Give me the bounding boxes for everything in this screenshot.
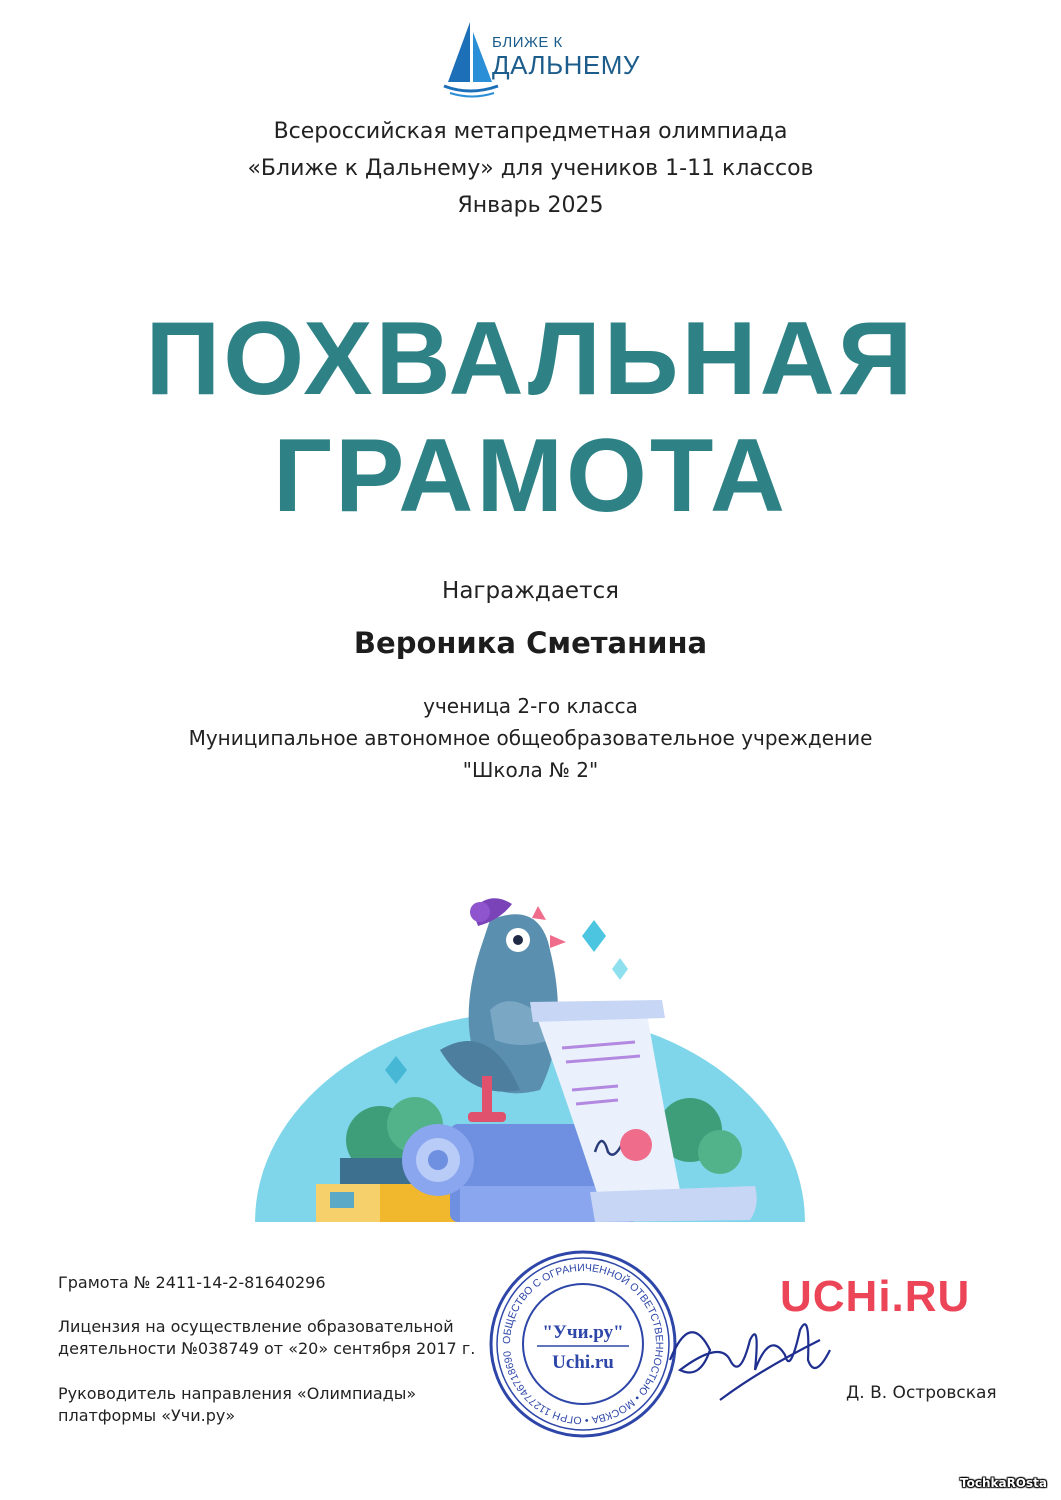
olympiad-date: Январь 2025 [457, 193, 604, 218]
institution-name: Муниципальное автономное общеобразовательное учреждение [188, 726, 873, 750]
official-stamp [487, 1248, 679, 1440]
stamp-center-bottom: Uchi.ru [552, 1352, 614, 1373]
recipient-name: Вероника Сметанина [353, 626, 708, 660]
svg-text:ОБЩЕСТВО С ОГРАНИЧЕННОЙ ОТВЕТС [501, 1262, 665, 1426]
uchi-ru-logo: UCHi.RU [780, 1272, 971, 1321]
olympiad-title: Всероссийская метапредметная олимпиада [273, 119, 788, 144]
license-line2: деятельности №038749 от «20» сентября 2017 г. [58, 1339, 476, 1358]
head-title-line2: платформы «Учи.ру» [58, 1406, 236, 1425]
stamp-ring-text: ОБЩЕСТВО С ОГРАНИЧЕННОЙ ОТВЕТСТВЕННОСТЬЮ • МОСКВА • ОГРН 1127746718690 [500, 1261, 666, 1427]
certificate-number: Грамота № 2411-14-2-81640296 [58, 1273, 326, 1292]
signer-name: Д. В. Островская [846, 1383, 997, 1403]
awarded-label: Награждается [442, 578, 619, 604]
logo-line1: БЛИЖЕ К [492, 34, 563, 51]
recipient-grade: ученица 2-го класса [423, 694, 638, 718]
license-line1: Лицензия на осуществление образовательной [58, 1317, 454, 1336]
head-title-line1: Руководитель направления «Олимпиады» [58, 1384, 417, 1403]
olympiad-subtitle: «Ближе к Дальнему» для учеников 1-11 классов [247, 156, 814, 181]
logo [440, 18, 640, 102]
pigeon-scroll-illustration [250, 890, 810, 1225]
sailboat-icon [440, 18, 500, 102]
certificate-title-line1: ПОХВАЛЬНАЯ [145, 301, 916, 417]
school-name: "Школа № 2" [462, 758, 599, 782]
stamp-center-top: "Учи.ру" [542, 1322, 624, 1343]
watermark: TochkaROsta [960, 1476, 1047, 1490]
certificate-title-line2: ГРАМОТА [273, 418, 788, 534]
logo-line2: ДАЛЬНЕМУ [492, 50, 640, 80]
